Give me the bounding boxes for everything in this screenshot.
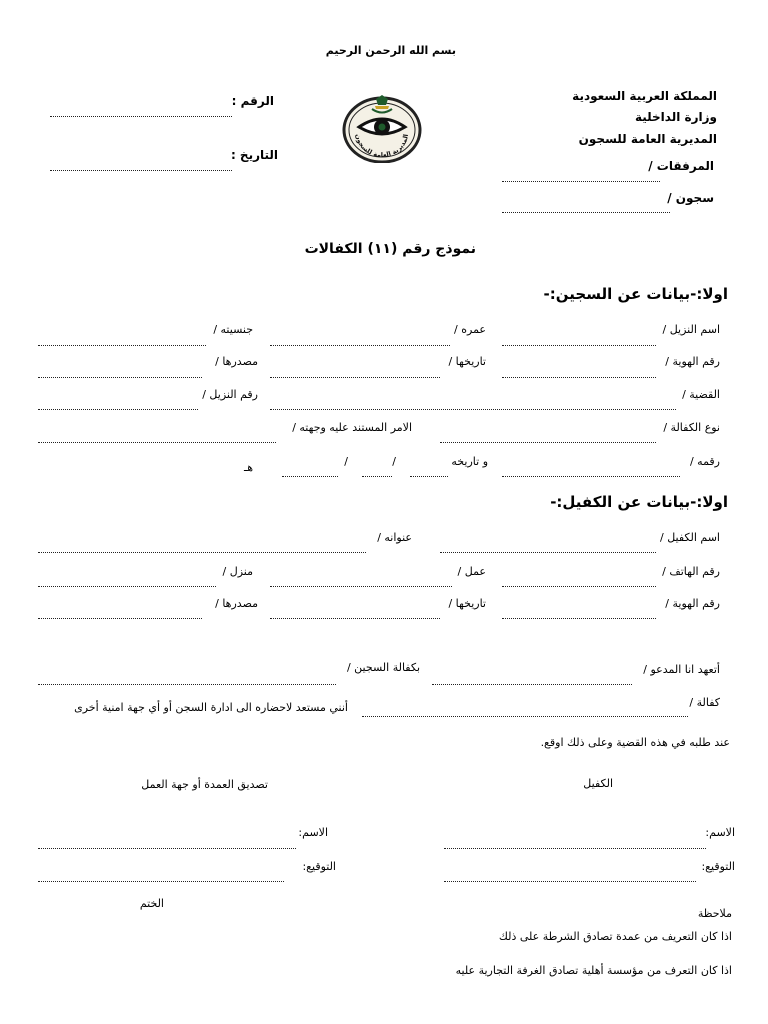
pledge-prisoner-field[interactable]: [38, 684, 336, 685]
guarantor-name-label: اسم الكفيل /: [660, 531, 720, 544]
prisoner-id-date-label: تاريخها /: [448, 355, 486, 368]
guarantor-phone-work-field[interactable]: [502, 586, 656, 587]
prisoner-id-label: رقم الهوية /: [665, 355, 720, 368]
prisoner-age-label: عمره /: [454, 323, 486, 336]
section-prisoner-title: اولا:-بيانات عن السجين:-: [543, 285, 728, 303]
guarantor-name-sig-label: الاسم:: [705, 826, 735, 839]
inmate-number-label: رقم النزيل /: [202, 388, 258, 401]
prisoner-name-field[interactable]: [502, 345, 656, 346]
guarantor-id-label: رقم الهوية /: [665, 597, 720, 610]
order-date-year-field[interactable]: [282, 476, 338, 477]
prisoner-name-label: اسم النزيل /: [662, 323, 720, 336]
guarantor-work-label: عمل /: [457, 565, 486, 578]
guarantor-signature-label: التوقيع:: [701, 860, 735, 873]
prisons-field[interactable]: [502, 212, 670, 213]
prisoner-age-field[interactable]: [270, 345, 450, 346]
endorser-signature-label: التوقيع:: [302, 860, 336, 873]
guarantor-sig-name-field[interactable]: [444, 848, 706, 849]
form-title: نموذج رقم (١١) الكفالات: [304, 241, 476, 257]
pledge-closing-text: عند طلبه في هذه القضية وعلى ذلك اوقع.: [540, 736, 730, 749]
prisons-label: سجون /: [667, 191, 714, 205]
order-basis-field[interactable]: [38, 442, 276, 443]
endorser-signature-field[interactable]: [38, 881, 284, 882]
case-field[interactable]: [270, 409, 676, 410]
prisoner-nationality-label: جنسيته /: [213, 323, 253, 336]
endorsement-heading: تصديق العمدة أو جهة العمل: [141, 778, 268, 791]
guarantor-id-date-label: تاريخها /: [448, 597, 486, 610]
section-guarantor-title: اولا:-بيانات عن الكفيل:-: [550, 493, 728, 511]
attachments-field[interactable]: [502, 181, 660, 182]
number-label: الرقم :: [231, 94, 274, 108]
kingdom-name: المملكة العربية السعودية: [572, 89, 717, 103]
guarantor-name-field[interactable]: [440, 552, 656, 553]
inmate-number-field[interactable]: [38, 409, 198, 410]
prisoner-id-field[interactable]: [502, 377, 656, 378]
order-number-label: رقمه /: [689, 455, 720, 468]
note-line-2: اذا كان التعرف من مؤسسة أهلية تصادق الغرفة التجارية عليه: [455, 964, 732, 977]
note-line-1: اذا كان التعريف من عمدة تصادق الشرطة على ذلك: [498, 930, 732, 943]
prisoner-id-source-label: مصدرها /: [215, 355, 258, 368]
seal-label: الختم: [139, 897, 164, 910]
guarantor-signature-field[interactable]: [444, 881, 696, 882]
order-number-field[interactable]: [502, 476, 680, 477]
guarantor-id-source-field[interactable]: [38, 618, 202, 619]
order-date-slash-2: /: [344, 455, 348, 468]
guarantor-home-field[interactable]: [38, 586, 216, 587]
pledge-bail-of-label: كفالة /: [689, 696, 720, 709]
order-date-day-field[interactable]: [410, 476, 448, 477]
directorate-name: المديرية العامة للسجون: [578, 132, 717, 146]
guarantor-heading: الكفيل: [583, 777, 613, 790]
notes-title: ملاحظة: [697, 907, 732, 920]
bail-type-field[interactable]: [440, 442, 656, 443]
number-field[interactable]: [50, 116, 232, 117]
pledge-commitment-text: أنني مستعد لاحضاره الى ادارة السجن أو أي جهة امنية أخرى: [74, 701, 348, 714]
hijri-suffix: هـ: [243, 461, 253, 474]
prisoner-id-source-field[interactable]: [38, 377, 202, 378]
guarantor-id-field[interactable]: [502, 618, 656, 619]
guarantor-address-label: عنوانه /: [377, 531, 412, 544]
guarantor-id-date-field[interactable]: [270, 618, 440, 619]
guarantor-work-field[interactable]: [270, 586, 452, 587]
guarantor-address-field[interactable]: [38, 552, 366, 553]
order-date-label: و تاريخه: [451, 455, 488, 468]
date-label: التاريخ :: [230, 148, 278, 162]
prisoner-id-date-field[interactable]: [270, 377, 440, 378]
svg-text:المديرية العامة للسجون: المديرية العامة للسجون: [353, 133, 410, 160]
pledge-name-field[interactable]: [432, 684, 632, 685]
guarantor-home-label: منزل /: [222, 565, 253, 578]
bail-type-label: نوع الكفالة /: [663, 421, 720, 434]
pledge-bail-of-field[interactable]: [362, 716, 688, 717]
endorser-name-field[interactable]: [38, 848, 296, 849]
order-date-slash-1: /: [392, 455, 396, 468]
date-field[interactable]: [50, 170, 232, 171]
prisoner-nationality-field[interactable]: [38, 345, 206, 346]
pledge-start-label: أتعهد انا المدعو /: [643, 663, 720, 676]
ministry-name: وزارة الداخلية: [634, 110, 717, 124]
pledge-bail-label: بكفالة السجين /: [346, 661, 420, 674]
guarantor-id-source-label: مصدرها /: [215, 597, 258, 610]
order-basis-label: الامر المستند عليه وجهته /: [292, 421, 412, 434]
order-date-month-field[interactable]: [362, 476, 392, 477]
guarantor-phone-label: رقم الهاتف /: [662, 565, 720, 578]
basmala: بسم الله الرحمن الرحيم: [325, 44, 456, 57]
case-label: القضية /: [682, 388, 720, 401]
prisons-emblem-logo: [342, 93, 422, 163]
attachments-label: المرفقات /: [648, 159, 714, 173]
endorser-name-label: الاسم:: [298, 826, 328, 839]
